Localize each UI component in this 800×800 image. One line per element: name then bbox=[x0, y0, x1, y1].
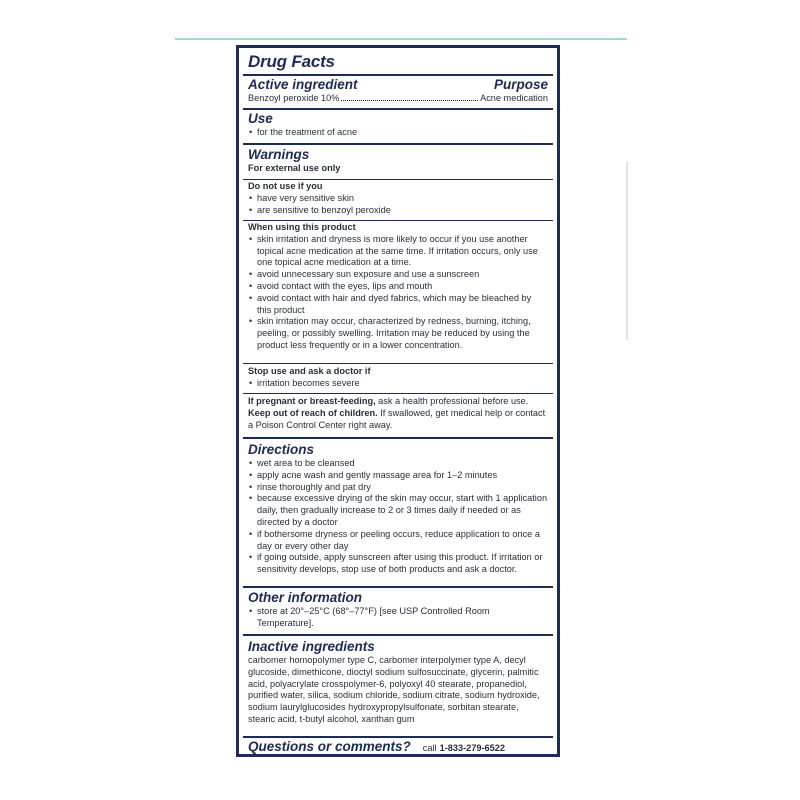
directions-section bbox=[239, 442, 557, 576]
divider bbox=[243, 363, 553, 364]
page-title: Drug Facts bbox=[248, 52, 335, 71]
list-item: • wet area to be cleansed bbox=[248, 458, 548, 470]
divider bbox=[243, 634, 553, 636]
phone-number[interactable]: 1-833-279-6522 bbox=[439, 743, 505, 753]
list-item: • have very sensitive skin bbox=[248, 193, 548, 205]
title-section bbox=[239, 52, 557, 72]
call-label: call bbox=[422, 743, 437, 753]
divider bbox=[243, 220, 553, 221]
warnings-section bbox=[239, 147, 557, 175]
divider bbox=[243, 179, 553, 180]
inactive-text: carbomer homopolymer type C, carbomer interpolymer type A, decyl glucoside, dimethicone, dioctyl sodium sulfosuccinate, glycerin, palmitic acid, polyacrylate crosspolymer-6, polyoxyl 40 stearate, propanediol, purified water, silica, sodium chloride, sodium citrate, sodium hydroxide, sodium laurylglucosides hydroxypropylsulfonate, sorbitan stearate, stearic acid, t-butyl alcohol, xanthan gum bbox=[248, 655, 540, 724]
pregnancy-text bbox=[248, 396, 548, 431]
external-use-text: For external use only bbox=[248, 163, 341, 173]
keep-out-note: If swallowed, get medical help or contact a Poison Control Center right away. bbox=[248, 407, 546, 430]
list-item: • skin irritation and dryness is more likely to occur if you use another topical acne medication at the same time. If irritation occurs, only use one topical acne medication at a time. bbox=[248, 234, 548, 269]
divider bbox=[243, 74, 553, 76]
divider bbox=[243, 736, 553, 738]
list-item: • avoid unnecessary sun exposure and use a sunscreen bbox=[248, 269, 548, 281]
active-ingredient: Benzoyl peroxide 10% bbox=[248, 93, 340, 103]
list-item: • if bothersome dryness or peeling occurs, reduce application to once a day or every other day bbox=[248, 529, 548, 553]
directions-heading: Directions bbox=[248, 442, 315, 457]
pregnancy-note: ask a health professional before use. bbox=[375, 396, 529, 406]
purpose-value: Acne medication bbox=[480, 93, 548, 103]
list-item: • store at 20°–25°C (68°–77°F) [see USP Controlled Room Temperature]. bbox=[248, 606, 548, 630]
list-item: • if going outside, apply sunscreen after using this product. If irritation or sensitivity develops, stop use of both products and ask a doctor. bbox=[248, 552, 548, 576]
active-section bbox=[239, 77, 557, 105]
use-heading: Use bbox=[248, 111, 273, 126]
divider bbox=[243, 393, 553, 394]
keep-out-bold: Keep out of reach of children. bbox=[248, 407, 378, 418]
other-info-section bbox=[239, 590, 557, 630]
divider bbox=[243, 108, 553, 110]
stop-use-heading: Stop use and ask a doctor if bbox=[248, 366, 371, 376]
list-item: • are sensitive to benzoyl peroxide bbox=[248, 205, 548, 217]
list-item: • irritation becomes severe bbox=[248, 378, 548, 390]
list-item: • apply acne wash and gently massage area for 1–2 minutes bbox=[248, 470, 548, 482]
purpose-heading: Purpose bbox=[493, 77, 548, 92]
do-not-use-heading: Do not use if you bbox=[248, 181, 323, 191]
list-item: • avoid contact with the eyes, lips and mouth bbox=[248, 281, 548, 293]
list-item: • avoid contact with hair and dyed fabrics, which may be bleached by this product bbox=[248, 293, 548, 317]
stop-use-section bbox=[239, 366, 557, 390]
side-divider bbox=[626, 162, 628, 340]
list-item: • skin irritation may occur, characterized by redness, burning, itching, peeling, or possibly swelling. Irritation may be reduced by using the product less frequently or in a lower concentration. bbox=[248, 316, 548, 351]
active-heading: Active ingredient bbox=[248, 77, 358, 92]
divider bbox=[243, 437, 553, 439]
when-using-heading: When using this product bbox=[248, 222, 356, 232]
when-using-section bbox=[239, 222, 557, 352]
pregnancy-bold: If pregnant or breast-feeding, bbox=[248, 396, 376, 406]
divider bbox=[243, 586, 553, 588]
warnings-heading: Warnings bbox=[248, 147, 310, 162]
other-info-heading: Other information bbox=[248, 590, 362, 605]
inactive-heading: Inactive ingredients bbox=[248, 639, 375, 654]
do-not-use-section bbox=[239, 181, 557, 216]
drug-facts-panel bbox=[236, 45, 560, 757]
pregnancy-section bbox=[239, 396, 557, 431]
leader-dots bbox=[341, 100, 478, 101]
list-item: • for the treatment of acne bbox=[248, 127, 548, 139]
list-item: • rinse thoroughly and pat dry bbox=[248, 482, 548, 494]
list-item: • because excessive drying of the skin may occur, start with 1 application daily, then gradually increase to 2 or 3 times daily if needed or as directed by a doctor bbox=[248, 493, 548, 528]
divider bbox=[243, 143, 553, 145]
questions-heading: Questions or comments? bbox=[248, 739, 411, 754]
questions-section bbox=[239, 739, 557, 755]
use-section bbox=[239, 111, 557, 139]
top-accent-line bbox=[175, 38, 627, 40]
inactive-section bbox=[239, 639, 557, 726]
